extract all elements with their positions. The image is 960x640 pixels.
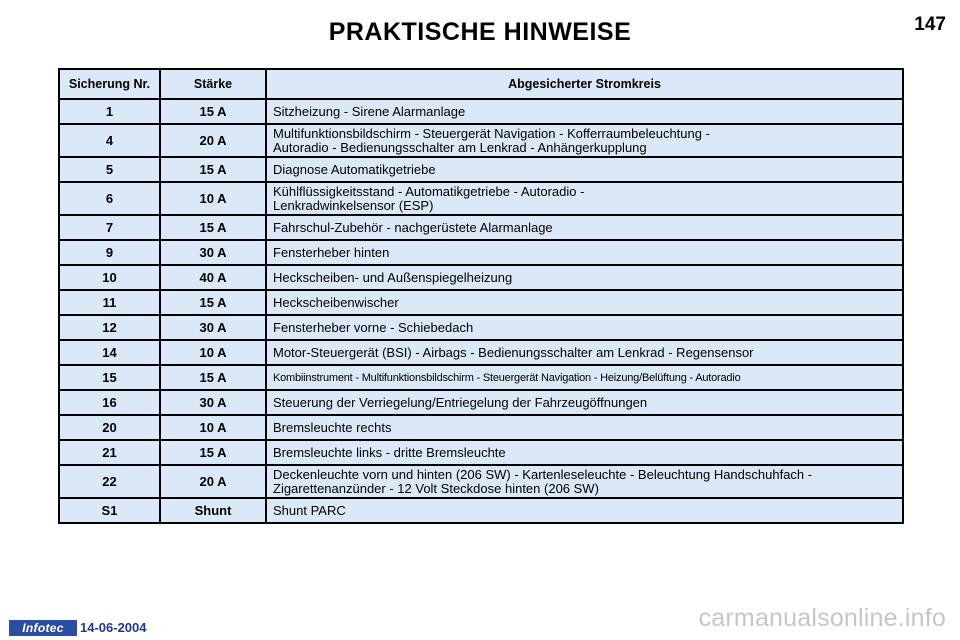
circuit-text-line: Zigarettenanzünder - 12 Volt Steckdose hinten (206 SW) [273,480,599,496]
protected-circuit-cell [266,365,903,390]
fuse-number-cell: 4 [59,124,160,157]
circuit-text-line: Multifunktionsbildschirm - Steuergerät Navigation - Kofferraumbeleuchtung - [273,125,710,141]
fuse-number-cell: 5 [59,157,160,182]
fuse-rating-cell: 15 A [160,215,266,240]
circuit-text-line: Steuerung der Verriegelung/Entriegelung der Fahrzeugöffnungen [273,394,648,410]
fuse-rating-cell: 10 A [160,340,266,365]
watermark: carmanualsonline.info [698,604,946,632]
protected-circuit-cell [266,215,903,240]
print-date: 14-06-2004 [80,620,147,635]
protected-circuit-cell [266,498,903,523]
protected-circuit-cell [266,290,903,315]
circuit-text-line: Shunt PARC [273,502,346,518]
table-row [59,265,903,290]
circuit-text-line: Kombiinstrument - Multifunktionsbildschirm - Steuergerät Navigation - Heizung/Belüftung - Autoradio [273,371,741,384]
circuit-text-line: Heckscheiben- und Außenspiegelheizung [273,269,513,285]
table-row [59,465,903,498]
fuse-rating-cell: 30 A [160,240,266,265]
table-row [59,315,903,340]
fuse-number-cell: 12 [59,315,160,340]
table-row [59,498,903,523]
fuse-number-cell: 15 [59,365,160,390]
fuse-table-body [59,99,903,523]
table-row [59,157,903,182]
protected-circuit-cell [266,182,903,215]
circuit-text-line: Deckenleuchte vorn und hinten (206 SW) - Kartenleseleuchte - Beleuchtung Handschuhfach - [273,466,813,482]
table-row [59,440,903,465]
protected-circuit-cell [266,315,903,340]
circuit-text-line: Motor-Steuergerät (BSI) - Airbags - Bedienungsschalter am Lenkrad - Regensensor [273,344,754,360]
fuse-number-cell: 14 [59,340,160,365]
circuit-text-line: Lenkradwinkelsensor (ESP) [273,197,434,213]
protected-circuit-cell [266,440,903,465]
table-row [59,365,903,390]
fuse-number-cell: 20 [59,415,160,440]
protected-circuit-cell [266,340,903,365]
fuse-number-cell: 11 [59,290,160,315]
circuit-text-line: Autoradio - Bedienungsschalter am Lenkrad - Anhängerkupplung [273,139,647,155]
fuse-rating-cell: 10 A [160,415,266,440]
table-row [59,290,903,315]
fuse-rating-cell: 30 A [160,315,266,340]
fuse-number-cell: 6 [59,182,160,215]
protected-circuit-cell [266,390,903,415]
fuse-rating-cell: 20 A [160,124,266,157]
fuse-rating-cell: Shunt [160,498,266,523]
table-row [59,215,903,240]
fuse-table [58,68,904,524]
table-header-row [59,69,903,99]
circuit-text-line: Fensterheber hinten [273,244,390,260]
circuit-text-line: Heckscheibenwischer [273,294,399,310]
table-row [59,99,903,124]
protected-circuit-cell [266,99,903,124]
column-header-rating: Stärke [160,69,266,99]
fuse-number-cell: 22 [59,465,160,498]
column-header-circuit: Abgesicherter Stromkreis [266,69,903,99]
protected-circuit-cell [266,157,903,182]
circuit-text-line: Kühlflüssigkeitsstand - Automatikgetriebe - Autoradio - [273,183,585,199]
table-row [59,340,903,365]
circuit-text-line: Fensterheber vorne - Schiebedach [273,319,474,335]
page-number: 147 [914,14,946,35]
circuit-text-line: Fahrschul-Zubehör - nachgerüstete Alarmanlage [273,219,553,235]
table-row [59,240,903,265]
circuit-text-line: Sitzheizung - Sirene Alarmanlage [273,103,466,119]
protected-circuit-cell [266,240,903,265]
protected-circuit-cell [266,265,903,290]
fuse-rating-cell: 10 A [160,182,266,215]
fuse-number-cell: 16 [59,390,160,415]
circuit-text-line: Bremsleuchte links - dritte Bremsleuchte [273,444,506,460]
fuse-rating-cell: 30 A [160,390,266,415]
fuse-rating-cell: 15 A [160,99,266,124]
column-header-fuse-number: Sicherung Nr. [59,69,160,99]
fuse-rating-cell: 15 A [160,440,266,465]
fuse-number-cell: 21 [59,440,160,465]
table-row [59,390,903,415]
fuse-number-cell: 10 [59,265,160,290]
table-row [59,415,903,440]
fuse-rating-cell: 15 A [160,157,266,182]
fuse-rating-cell: 15 A [160,290,266,315]
circuit-text-line: Diagnose Automatikgetriebe [273,161,436,177]
protected-circuit-cell [266,415,903,440]
fuse-number-cell: 1 [59,99,160,124]
table-row [59,182,903,215]
fuse-rating-cell: 20 A [160,465,266,498]
page-title: PRAKTISCHE HINWEISE [328,18,632,46]
fuse-rating-cell: 15 A [160,365,266,390]
fuse-number-cell: 9 [59,240,160,265]
protected-circuit-cell [266,124,903,157]
protected-circuit-cell [266,465,903,498]
fuse-number-cell: S1 [59,498,160,523]
fuse-rating-cell: 40 A [160,265,266,290]
fuse-number-cell: 7 [59,215,160,240]
table-row [59,124,903,157]
publisher-logo: Infotec [9,620,77,636]
circuit-text-line: Bremsleuchte rechts [273,419,392,435]
